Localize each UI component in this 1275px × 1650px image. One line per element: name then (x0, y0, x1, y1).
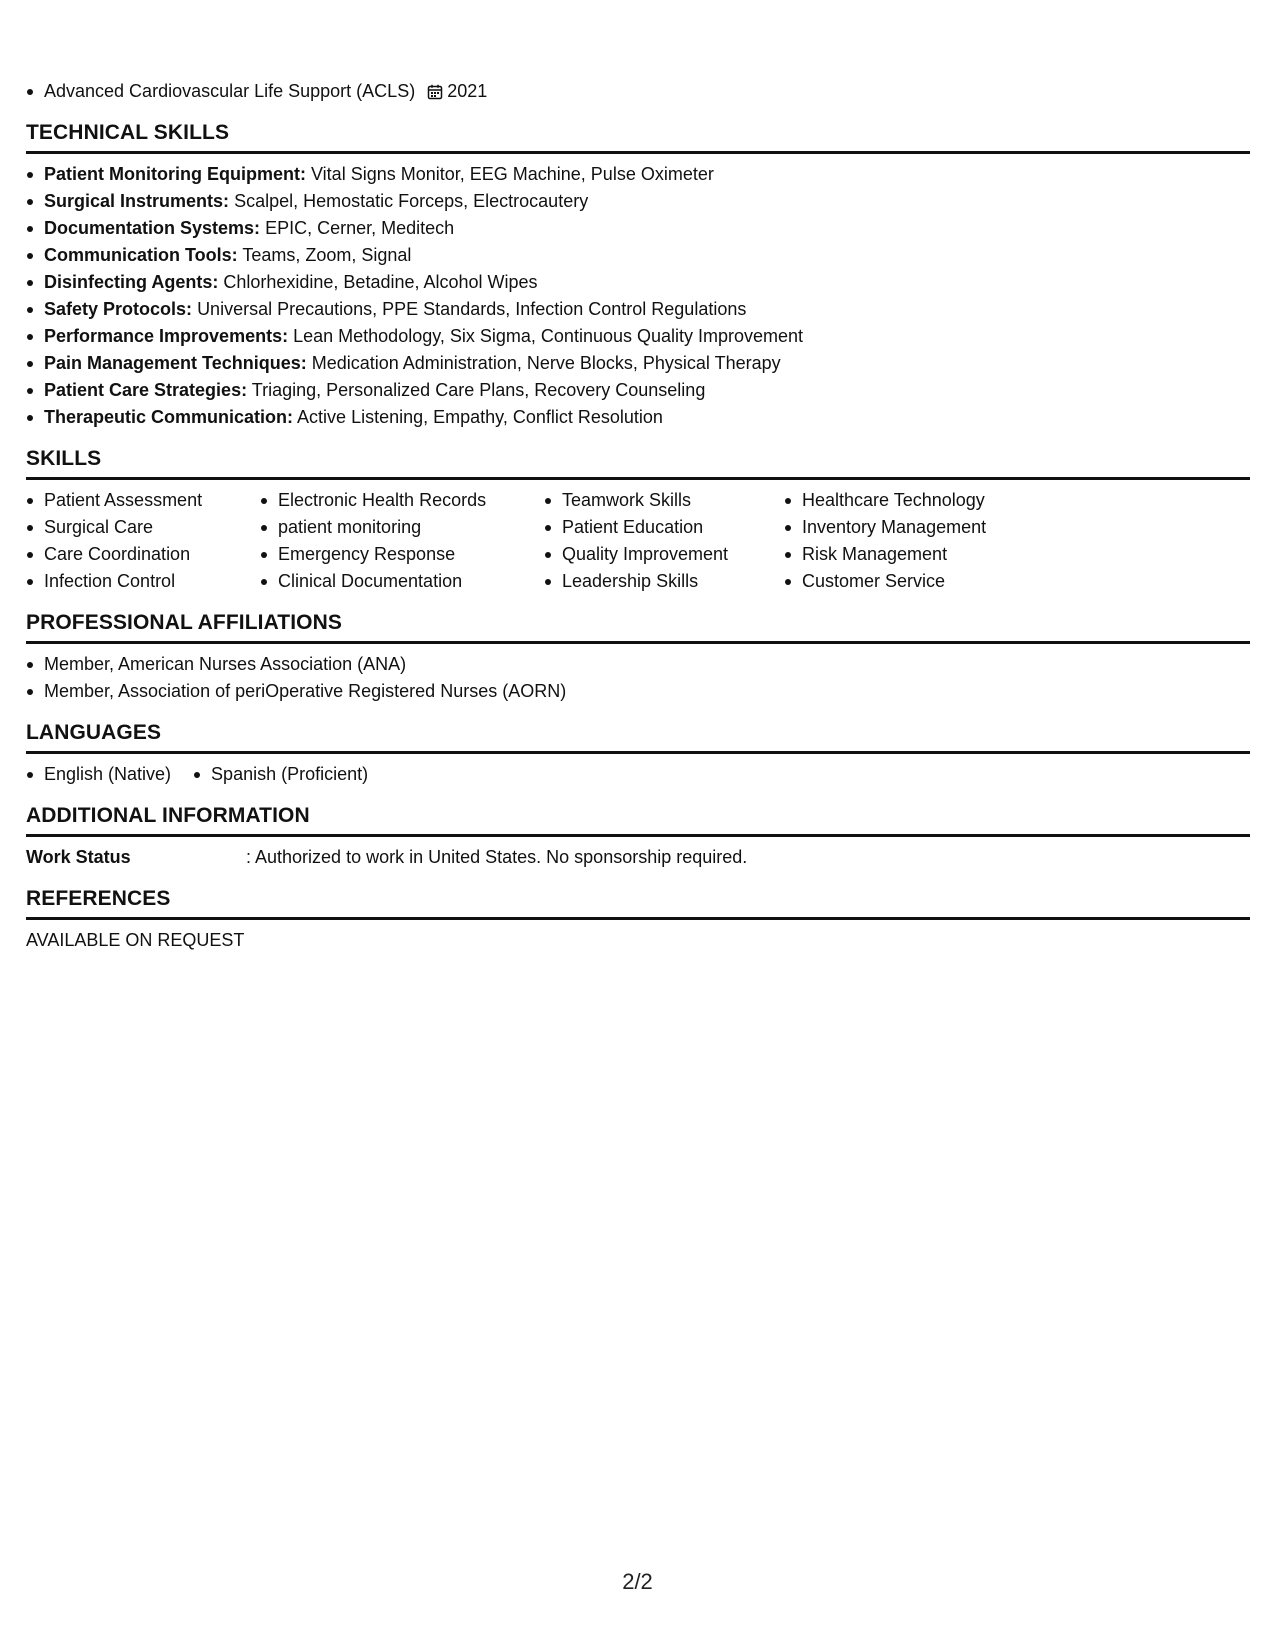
skill-category-value: Universal Precautions, PPE Standards, Infection Control Regulations (197, 299, 747, 319)
skill-category-value: EPIC, Cerner, Meditech (265, 218, 455, 238)
list-item: Patient Assessment (26, 487, 238, 514)
technical-skills-list (26, 161, 1250, 431)
certification-year: 2021 (447, 81, 488, 101)
skills-column (260, 487, 522, 595)
list-item: Inventory Management (784, 514, 1044, 541)
list-item (26, 350, 1250, 377)
list-item: English (Native) (26, 761, 171, 788)
list-item: Electronic Health Records (260, 487, 522, 514)
skills-section (26, 445, 1250, 595)
work-status-row (26, 844, 1250, 871)
skills-grid (26, 487, 1250, 595)
list-item: Clinical Documentation (260, 568, 522, 595)
technical-skills-section (26, 119, 1250, 431)
affiliations-list (26, 651, 1250, 705)
list-item: Patient Education (544, 514, 762, 541)
list-item: Quality Improvement (544, 541, 762, 568)
list-item (26, 188, 1250, 215)
list-item (26, 296, 1250, 323)
skill-category-value: Vital Signs Monitor, EEG Machine, Pulse Oximeter (311, 164, 714, 184)
affiliations-section (26, 609, 1250, 705)
skill-category-value: Teams, Zoom, Signal (242, 245, 412, 265)
references-section (26, 885, 1250, 954)
list-item (26, 242, 1250, 269)
list-item: Spanish (Proficient) (193, 761, 368, 788)
skill-category-value: Scalpel, Hemostatic Forceps, Electrocautery (234, 191, 589, 211)
skills-column (784, 487, 1044, 595)
certification-list (26, 78, 1250, 105)
list-item: Member, Association of periOperative Registered Nurses (AORN) (26, 678, 1250, 705)
list-item (26, 323, 1250, 350)
list-item (26, 161, 1250, 188)
skill-category-label: Pain Management Techniques: (44, 353, 307, 373)
calendar-icon (427, 84, 443, 100)
resume-page (26, 78, 1250, 954)
list-item: Leadership Skills (544, 568, 762, 595)
skill-category-label: Performance Improvements: (44, 326, 289, 346)
list-item: Infection Control (26, 568, 238, 595)
skill-category-value: Triaging, Personalized Care Plans, Recovery Counseling (251, 380, 706, 400)
section-title: LANGUAGES (26, 719, 1250, 754)
skill-category-label: Documentation Systems: (44, 218, 261, 238)
skills-column (544, 487, 762, 595)
list-item: Emergency Response (260, 541, 522, 568)
section-title: PROFESSIONAL AFFILIATIONS (26, 609, 1250, 644)
languages-section (26, 719, 1250, 788)
references-text: AVAILABLE ON REQUEST (26, 930, 245, 950)
skills-column (26, 487, 238, 595)
list-item: Teamwork Skills (544, 487, 762, 514)
list-item: Healthcare Technology (784, 487, 1044, 514)
skill-category-value: Chlorhexidine, Betadine, Alcohol Wipes (223, 272, 538, 292)
skill-category-label: Patient Care Strategies: (44, 380, 248, 400)
section-title: REFERENCES (26, 885, 1250, 920)
certification-item (26, 78, 1250, 105)
list-item (26, 269, 1250, 296)
work-status-value: : Authorized to work in United States. No sponsorship required. (246, 847, 748, 867)
section-title: TECHNICAL SKILLS (26, 119, 1250, 154)
list-item: Care Coordination (26, 541, 238, 568)
list-item: Member, American Nurses Association (ANA) (26, 651, 1250, 678)
skill-category-value: Lean Methodology, Six Sigma, Continuous Quality Improvement (293, 326, 804, 346)
skill-category-label: Therapeutic Communication: (44, 407, 294, 427)
additional-info-section (26, 802, 1250, 871)
section-title: SKILLS (26, 445, 1250, 480)
work-status-label: Work Status (26, 847, 131, 867)
languages-list (26, 761, 1250, 788)
skill-category-label: Communication Tools: (44, 245, 238, 265)
skill-category-value: Medication Administration, Nerve Blocks, Physical Therapy (311, 353, 781, 373)
skill-category-label: Disinfecting Agents: (44, 272, 219, 292)
list-item: Surgical Care (26, 514, 238, 541)
page-number: 2/2 (622, 1569, 653, 1594)
section-title: ADDITIONAL INFORMATION (26, 802, 1250, 837)
certification-name: Advanced Cardiovascular Life Support (ACLS) (44, 81, 416, 101)
skill-category-label: Patient Monitoring Equipment: (44, 164, 306, 184)
skill-category-label: Surgical Instruments: (44, 191, 230, 211)
list-item: Customer Service (784, 568, 1044, 595)
list-item (26, 215, 1250, 242)
list-item: Risk Management (784, 541, 1044, 568)
skill-category-label: Safety Protocols: (44, 299, 193, 319)
list-item: patient monitoring (260, 514, 522, 541)
list-item (26, 404, 1250, 431)
list-item (26, 377, 1250, 404)
skill-category-value: Active Listening, Empathy, Conflict Resolution (297, 407, 663, 427)
